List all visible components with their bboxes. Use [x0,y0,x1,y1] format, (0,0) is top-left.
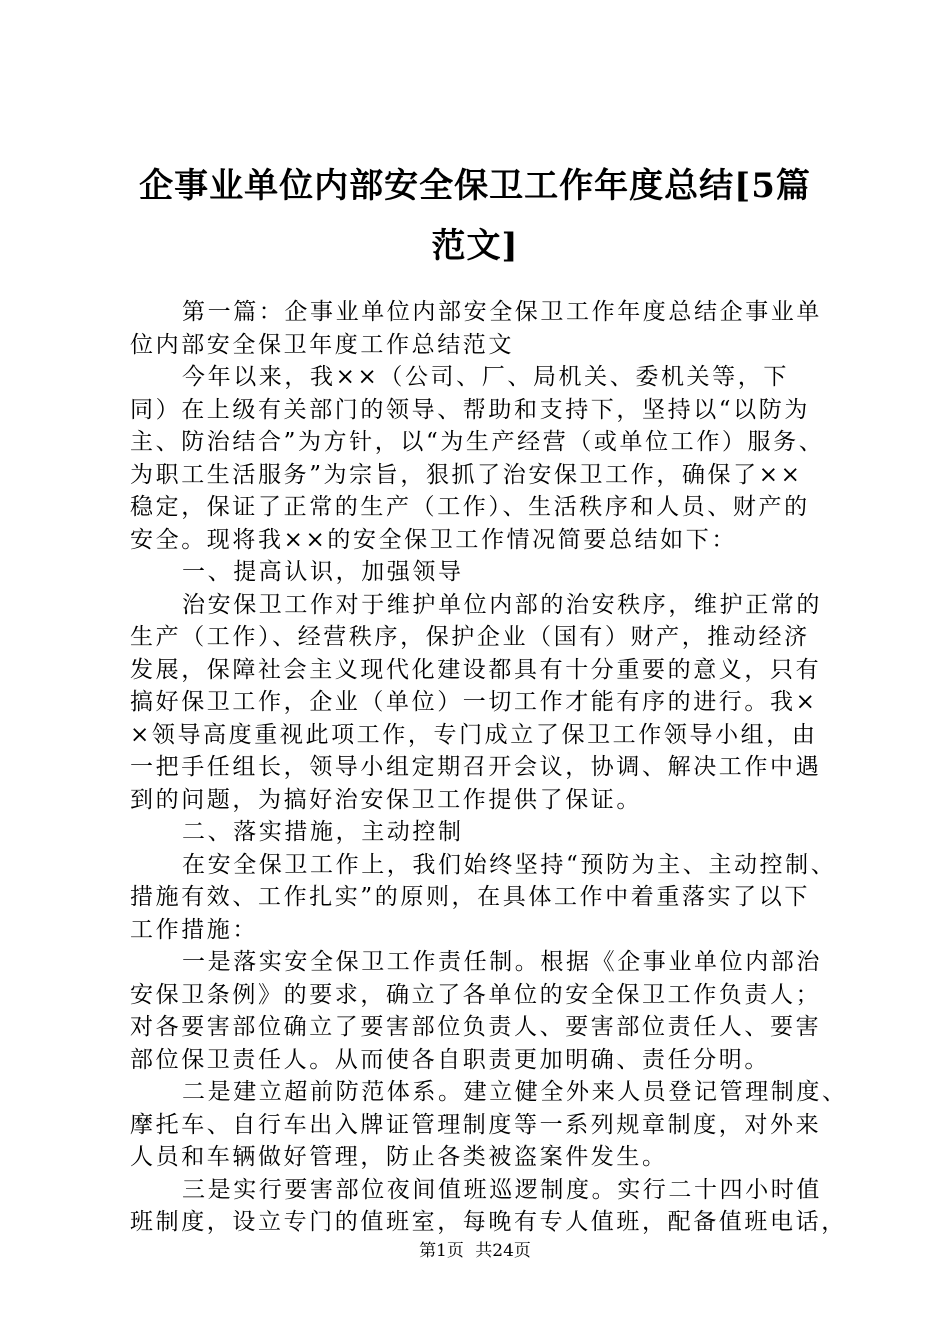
body-line: 一、提高认识，加强领导 [182,559,464,585]
body-line: 位内部安全保卫年度工作总结范文 [130,331,514,358]
body-line: 安全。现将我××的安全保卫工作情况简要总结如下： [130,526,737,553]
body-line: 二、落实措施，主动控制 [182,819,464,845]
body-line: 发展，保障社会主义现代化建设都具有十分重要的意义，只有 [130,656,822,683]
body-line: 今年以来，我××（公司、厂、局机关、委机关等，下 [182,364,789,390]
body-line: 安保卫条例》的要求，确立了各单位的安全保卫工作负责人； [130,981,822,1008]
document-title-line-2: 范文] [431,226,519,266]
body-line: 二是建立超前防范体系。建立健全外来人员登记管理制度、 [182,1079,848,1105]
body-line: 为职工生活服务”为宗旨，狠抓了治安保卫工作，确保了×× [130,461,803,488]
body-line: 部位保卫责任人。从而使各自职责更加明确、责任分明。 [130,1046,770,1073]
body-line: 一是落实安全保卫工作责任制。根据《企事业单位内部治 [182,949,822,975]
body-line: 三是实行要害部位夜间值班巡逻制度。实行二十四小时值 [182,1176,822,1203]
body-line: 人员和车辆做好管理，防止各类被盗案件发生。 [130,1144,668,1170]
body-line: 生产（工作）、经营秩序，保护企业（国有）财产，推动经济 [130,624,810,650]
body-line: 同）在上级有关部门的领导、帮助和支持下，坚持以“以防为 [130,396,810,423]
body-line: 工作措施： [130,916,258,943]
body-line: 措施有效、工作扎实”的原则，在具体工作中着重落实了以下 [130,884,810,910]
document-title-line-1: 企事业单位内部安全保卫工作年度总结[5篇 [139,166,811,206]
body-line: 主、防治结合”为方针，以“为生产经营（或单位工作）服务、 [130,429,825,455]
body-line: 在安全保卫工作上，我们始终坚持“预防为主、主动控制、 [182,851,837,878]
page-number: 第1页 [419,1241,464,1261]
body-line: 对各要害部位确立了要害部位负责人、要害部位责任人、要害 [130,1014,822,1040]
document-body [130,296,848,1239]
body-line: ×领导高度重视此项工作，专门成立了保卫工作领导小组，由 [130,721,818,748]
body-line: 班制度，设立专门的值班室，每晚有专人值班，配备值班电话， [130,1209,847,1235]
body-line: 到的问题，为搞好治安保卫工作提供了保证。 [130,786,642,813]
body-line: 搞好保卫工作，企业（单位）一切工作才能有序的进行。我× [130,689,818,715]
body-line: 治安保卫工作对于维护单位内部的治安秩序，维护正常的 [182,591,822,618]
body-line: 一把手任组长，领导小组定期召开会议，协调、解决工作中遇 [130,754,822,780]
body-line: 稳定，保证了正常的生产（工作）、生活秩序和人员、财产的 [130,494,810,520]
page-footer [0,1240,950,1262]
page-total: 共24页 [475,1241,531,1261]
body-line: 第一篇：企事业单位内部安全保卫工作年度总结企事业单 [182,299,822,325]
body-line: 摩托车、自行车出入牌证管理制度等一系列规章制度，对外来 [130,1111,822,1138]
